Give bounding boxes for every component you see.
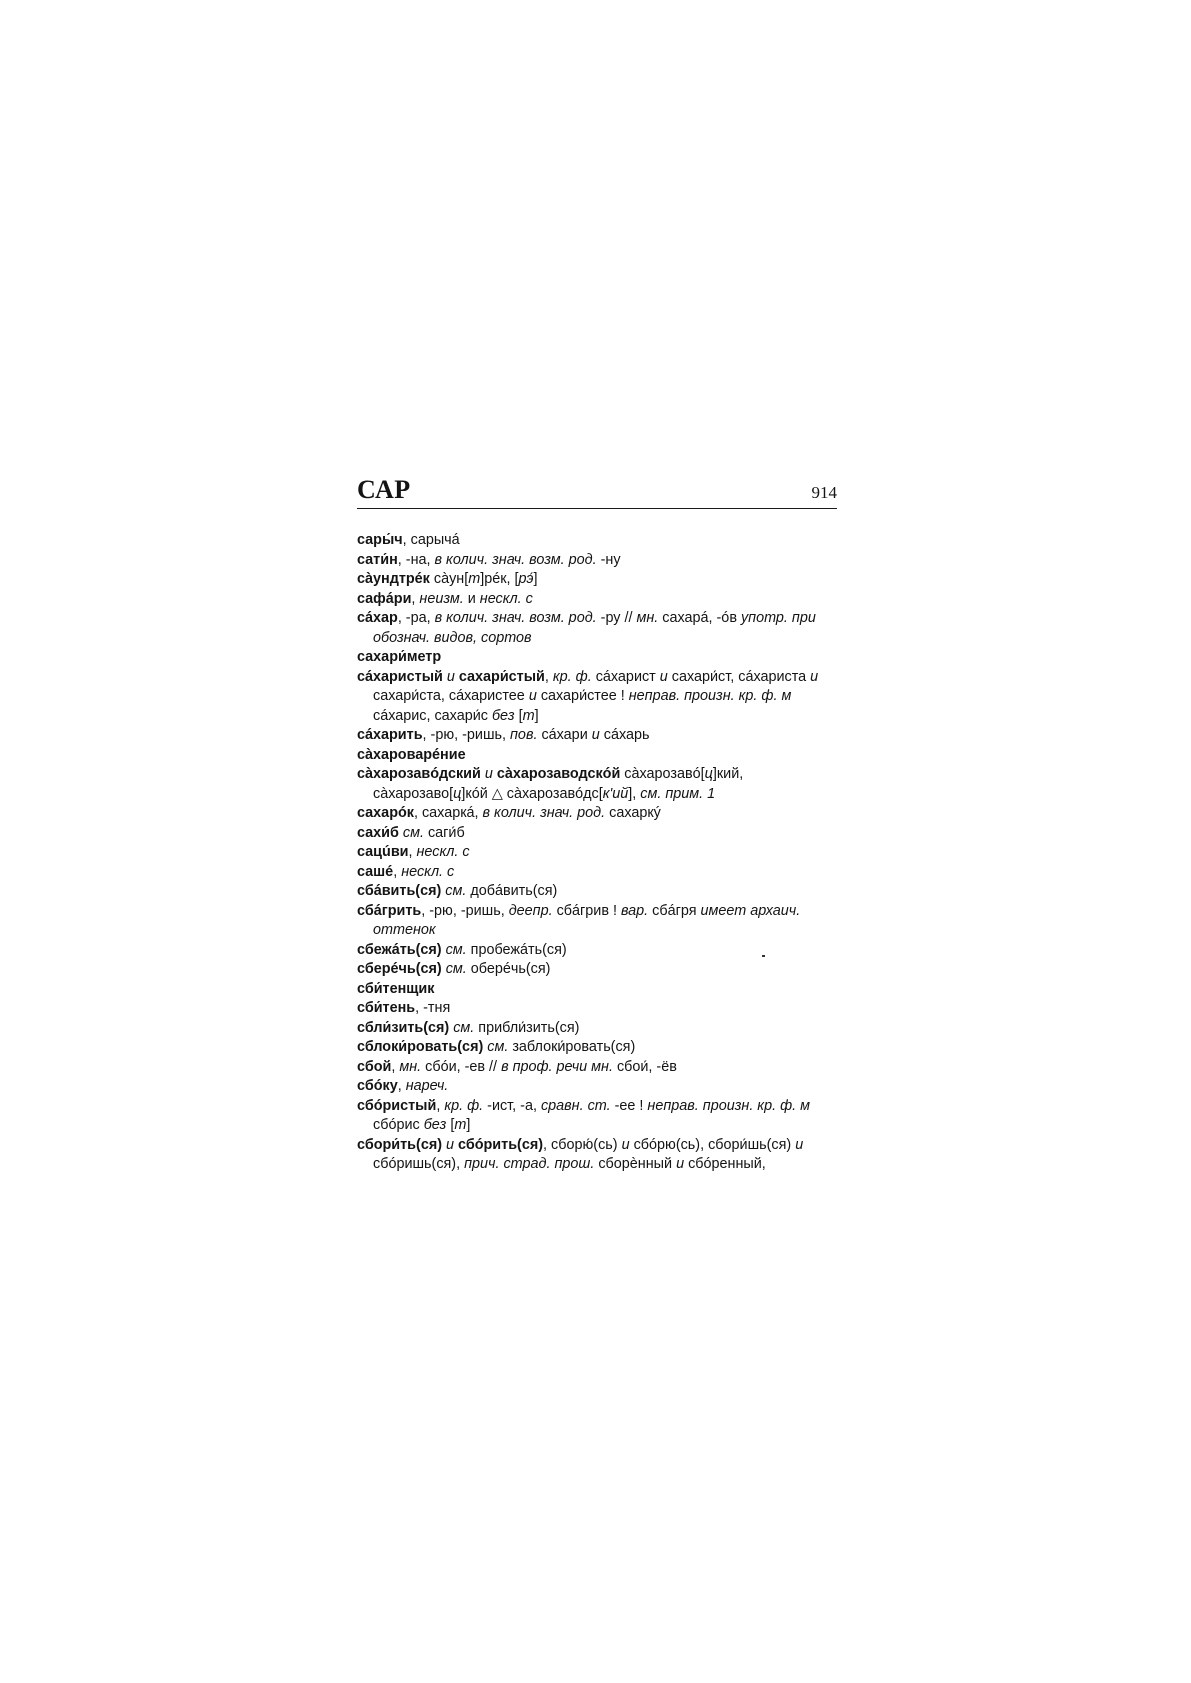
entry-text: -ну bbox=[596, 551, 621, 568]
dictionary-entry bbox=[357, 882, 837, 902]
entry-text: , bbox=[408, 844, 417, 860]
entry-text: сáхарис, сахари́с bbox=[373, 707, 492, 724]
headword: сбóрить(ся) bbox=[454, 1136, 544, 1153]
running-head: САР bbox=[357, 475, 411, 504]
dictionary-entry bbox=[357, 765, 837, 804]
entry-text: пробежáть(ся) bbox=[466, 941, 567, 958]
grammar-label: т bbox=[454, 1117, 467, 1133]
grammar-label: без bbox=[491, 707, 515, 724]
entry-text: ] bbox=[534, 707, 539, 724]
entry-text: оберéчь(ся) bbox=[466, 961, 551, 977]
grammar-label: см. bbox=[487, 1039, 509, 1055]
entry-text: сборèнный bbox=[594, 1156, 677, 1172]
page-header bbox=[357, 475, 837, 511]
header-rule bbox=[357, 508, 837, 509]
headword: сахари́метр bbox=[357, 649, 442, 665]
grammar-label: и bbox=[528, 688, 537, 704]
entry-text: , -на, bbox=[397, 551, 435, 568]
grammar-label: неправ. произн. кр. ф. м bbox=[647, 1097, 810, 1114]
grammar-label: пов. bbox=[510, 727, 538, 743]
entry-text: , -рю, -ришь, bbox=[421, 902, 509, 919]
entry-text: сахарá, -óв bbox=[658, 610, 741, 626]
entry-text: , -ра, bbox=[397, 610, 435, 626]
headword: сбóристый bbox=[357, 1097, 437, 1114]
grammar-label: неправ. произн. кр. ф. м bbox=[628, 688, 792, 704]
headword: сбáвить(ся) bbox=[357, 883, 442, 899]
dictionary-entry bbox=[357, 1038, 837, 1058]
entry-text: -ее ! bbox=[610, 1097, 648, 1114]
headword: сàундтрéк bbox=[357, 571, 430, 587]
headword: сáхарить bbox=[357, 727, 423, 743]
dictionary-entry bbox=[357, 1097, 837, 1136]
grammar-label: см. bbox=[445, 941, 467, 958]
dictionary-entry bbox=[357, 824, 837, 844]
headword: сбáгрить bbox=[357, 902, 422, 919]
entry-text: сàун[ bbox=[429, 571, 469, 587]
grammar-label: имеет архаич. оттенок bbox=[373, 902, 801, 938]
entry-text: , bbox=[436, 1097, 445, 1114]
dictionary-entry bbox=[357, 960, 837, 980]
headword: сби́тень bbox=[357, 1000, 416, 1016]
dictionary-entry bbox=[357, 551, 837, 571]
grammar-label: см. bbox=[453, 1019, 475, 1036]
dictionary-entry bbox=[357, 609, 837, 648]
entry-text: ]кий, сàхарозаво[ bbox=[373, 766, 744, 802]
dictionary-entry bbox=[357, 1019, 837, 1039]
entry-text: сбóрис bbox=[373, 1117, 424, 1133]
entry-text: , bbox=[391, 1058, 400, 1075]
grammar-label: и bbox=[484, 766, 493, 782]
dictionary-entry bbox=[357, 648, 837, 668]
entry-text: сахаркý bbox=[605, 805, 661, 821]
dictionary-entry bbox=[357, 746, 837, 766]
print-speck bbox=[762, 955, 765, 957]
grammar-label: в колич. знач. возм. род. bbox=[434, 551, 597, 568]
grammar-label: к'ий bbox=[602, 785, 629, 802]
entry-text: -ист, -а, bbox=[483, 1097, 541, 1114]
dictionary-entry bbox=[357, 668, 837, 727]
grammar-label: в проф. речи мн. bbox=[501, 1058, 613, 1075]
grammar-label: нескл. с bbox=[401, 863, 455, 880]
headword: сахарóк bbox=[357, 805, 414, 821]
headword: сары́ч bbox=[357, 532, 403, 548]
grammar-label: без bbox=[423, 1117, 447, 1133]
entry-text: ] bbox=[533, 571, 538, 587]
entry-text: ]кóй △ сàхарозавóдс[ bbox=[461, 785, 603, 802]
headword: сàхарозавóдский bbox=[357, 766, 485, 782]
grammar-label: нескл. с bbox=[416, 844, 470, 860]
headword: сблоки́ровать(ся) bbox=[357, 1039, 484, 1055]
headword: сáхар bbox=[357, 610, 398, 626]
dictionary-entry bbox=[357, 726, 837, 746]
grammar-label: мн. bbox=[636, 610, 659, 626]
grammar-label: кр. ф. bbox=[552, 668, 592, 685]
entry-text: сахари́ста, сáхаристее bbox=[373, 688, 529, 704]
grammar-label: прич. страд. прош. bbox=[464, 1156, 595, 1172]
entry-text: -ру // bbox=[596, 610, 637, 626]
grammar-label: т bbox=[468, 571, 481, 587]
entry-text: добáвить(ся) bbox=[466, 883, 558, 899]
grammar-label: в колич. знач. возм. род. bbox=[434, 610, 597, 626]
headword: сàхарозаводскóй bbox=[492, 766, 621, 782]
entry-text: , -тня bbox=[415, 1000, 451, 1016]
entry-text: прибли́зить(ся) bbox=[474, 1019, 580, 1036]
entry-text: сàхарозавó[ bbox=[620, 766, 705, 782]
grammar-label: мн. bbox=[399, 1058, 422, 1075]
grammar-label: употр. при обознач. видов, сортов bbox=[373, 610, 816, 646]
grammar-label: и bbox=[446, 1136, 455, 1153]
headword: сби́тенщик bbox=[357, 980, 435, 997]
grammar-label: сравн. ст. bbox=[540, 1097, 611, 1114]
grammar-label: и bbox=[795, 1136, 804, 1153]
grammar-label: кр. ф. bbox=[444, 1097, 484, 1114]
dictionary-entry bbox=[357, 843, 837, 863]
entry-text: сбáгря bbox=[648, 902, 701, 919]
headword: сбли́зить(ся) bbox=[357, 1019, 450, 1036]
headword: сберéчь(ся) bbox=[357, 961, 442, 977]
grammar-label: ц bbox=[704, 766, 713, 782]
entry-text: ]рéк, [ bbox=[480, 571, 519, 587]
entry-text: и bbox=[463, 590, 480, 607]
entry-text: сахари́ст, сáхариста bbox=[667, 668, 811, 685]
entry-text: заблоки́ровать(ся) bbox=[508, 1039, 636, 1055]
headword: сбóку bbox=[357, 1078, 398, 1094]
grammar-label: рэ́ bbox=[518, 571, 534, 587]
headword: сàхароварéние bbox=[357, 746, 466, 763]
grammar-label: ц bbox=[453, 785, 462, 802]
entry-text: ] bbox=[466, 1117, 471, 1133]
grammar-label: деепр. bbox=[508, 902, 553, 919]
dictionary-entry bbox=[357, 804, 837, 824]
grammar-label: см. bbox=[445, 883, 467, 899]
page-number: 914 bbox=[811, 483, 837, 502]
grammar-label: в колич. знач. род. bbox=[482, 805, 606, 821]
entry-text: сбóренный, bbox=[684, 1156, 766, 1172]
grammar-label: и bbox=[659, 668, 668, 685]
entry-text: саги́б bbox=[423, 824, 465, 841]
dictionary-entry bbox=[357, 531, 837, 551]
grammar-label: и bbox=[446, 668, 455, 685]
grammar-label: вар. bbox=[620, 902, 649, 919]
headword: сахари́стый bbox=[454, 668, 545, 685]
headword: сати́н bbox=[357, 551, 398, 568]
dictionary-entry bbox=[357, 1136, 837, 1175]
dictionary-entry bbox=[357, 980, 837, 1000]
entry-text: сáхарист bbox=[591, 668, 660, 685]
dictionary-entry bbox=[357, 902, 837, 941]
entry-text: , сборю́(сь) bbox=[543, 1136, 622, 1153]
grammar-label: и bbox=[591, 727, 600, 743]
headword: сáхаристый bbox=[357, 668, 447, 685]
entry-text: ], bbox=[628, 785, 641, 802]
grammar-label: нескл. с bbox=[479, 590, 533, 607]
headword: сахи́б bbox=[357, 824, 399, 841]
entry-text: [ bbox=[446, 1117, 455, 1133]
entry-text: , сарычá bbox=[402, 532, 460, 548]
headword: сбори́ть(ся) bbox=[357, 1136, 447, 1153]
entry-text: , bbox=[411, 590, 420, 607]
headword: сафáри bbox=[357, 590, 412, 607]
dictionary-page bbox=[357, 475, 837, 1175]
grammar-label: см. bbox=[445, 961, 467, 977]
entry-text: сбóи, -ев // bbox=[421, 1058, 502, 1075]
grammar-label: и bbox=[810, 668, 819, 685]
headword: сашé bbox=[357, 863, 394, 880]
grammar-label: см. прим. 1 bbox=[640, 785, 716, 802]
entry-text: , bbox=[393, 863, 402, 880]
entry-text: сбóрю(сь), сбори́шь(ся) bbox=[629, 1136, 796, 1153]
grammar-label: неизм. bbox=[419, 590, 464, 607]
entry-text: , -рю, -ришь, bbox=[422, 727, 511, 743]
entry-text: сáхари bbox=[537, 727, 592, 743]
entry-text: , bbox=[544, 668, 553, 685]
headword: сбежáть(ся) bbox=[357, 941, 442, 958]
dictionary-entry bbox=[357, 590, 837, 610]
dictionary-entry bbox=[357, 570, 837, 590]
dictionary-entry bbox=[357, 941, 837, 961]
grammar-label: т bbox=[522, 707, 535, 724]
entry-text: , bbox=[397, 1078, 406, 1094]
entry-text: сáхарь bbox=[599, 727, 650, 743]
grammar-label: нареч. bbox=[405, 1078, 449, 1094]
entry-text: [ bbox=[514, 707, 523, 724]
entry-text: сбáгрив ! bbox=[552, 902, 621, 919]
grammar-label: и bbox=[621, 1136, 630, 1153]
grammar-label: см. bbox=[402, 824, 424, 841]
entry-text: сахари́стее ! bbox=[536, 688, 629, 704]
entry-text: сбóришь(ся), bbox=[373, 1156, 465, 1172]
entry-list bbox=[357, 531, 837, 1175]
headword: сбой bbox=[357, 1058, 392, 1075]
grammar-label: и bbox=[676, 1156, 685, 1172]
headword: сацúви bbox=[357, 844, 409, 860]
dictionary-entry bbox=[357, 863, 837, 883]
entry-text: сбои́, -ёв bbox=[612, 1058, 677, 1075]
dictionary-entry bbox=[357, 999, 837, 1019]
entry-text: , сахаркá, bbox=[413, 805, 483, 821]
dictionary-entry bbox=[357, 1058, 837, 1078]
dictionary-entry bbox=[357, 1077, 837, 1097]
